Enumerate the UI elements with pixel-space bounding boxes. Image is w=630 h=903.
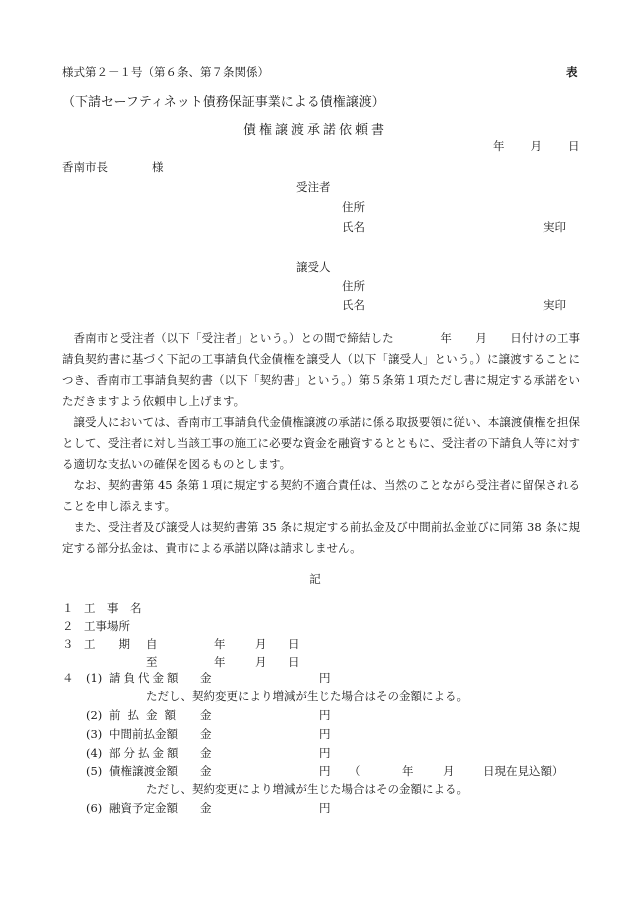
body-paragraph-2: 譲受人においては、香南市工事請負代金債権譲渡の承諾に係る取扱要領に従い、本譲渡債権を担保として、受注者に対し当該工事の施工に必要な資金を融資するとともに、受注者の下請負人等に対する適切な支払いの確保を図るものとします。 (62, 415, 580, 471)
amount-change-note: ただし、契約変更により増減が生じた場合はその金額による。 (146, 782, 468, 796)
sub-label: 前払金額 (109, 708, 183, 722)
side-label: 表 (566, 65, 578, 79)
contractor-seal: 実印 (543, 220, 566, 234)
asof-year: 年 (402, 764, 414, 778)
kin-label: 金 (200, 801, 212, 815)
kin-label: 金 (200, 708, 212, 722)
date-month: 月 (530, 139, 542, 153)
amount-change-note: ただし、契約変更により増減が生じた場合はその金額による。 (146, 689, 468, 703)
asof-day-text: 日現在見込額） (483, 764, 564, 778)
item-number: ４ (62, 671, 74, 685)
date-line (493, 141, 580, 153)
sub-number: (3) (86, 727, 103, 741)
request-body (62, 328, 580, 559)
item-label: 工 事 名 (84, 601, 142, 615)
document-subtitle: （下請セーフティネット債務保証事業による債権譲渡） (62, 95, 385, 110)
body-paragraph-4: また、受注者及び譲受人は契約書第 35 条に規定する前払金及び中間前払金並びに同第 38 条に規定する部分払金は、貴市による承諾以降は請求しません。 (62, 520, 580, 555)
en-label: 円 (319, 764, 331, 778)
en-label: 円 (319, 727, 331, 741)
contractor-label: 受注者 (296, 180, 331, 194)
ki-heading: 記 (309, 572, 321, 586)
body-paragraph-1: 香南市と受注者（以下「受注者」という。）との間で締結した 年 月 日付けの工事請負契約書に基づく下記の工事請負代金債権を譲受人（以下「譲受人」という。）に譲渡することにつき、香南市工事請負契約書（以下「契約書」という。）第５条第１項ただし書に規定する承諾をいただきますよう依頼申し上げます。 (62, 331, 580, 408)
en-label: 円 (319, 671, 331, 685)
kin-label: 金 (200, 727, 212, 741)
sub-number: (6) (86, 801, 103, 815)
period-year: 年 (214, 655, 226, 669)
sub-label: 請負代金額 (109, 671, 182, 685)
period-day: 日 (288, 637, 300, 651)
assignee-label: 譲受人 (296, 260, 331, 274)
asof-paren-open: （ (349, 764, 361, 778)
document-title: 債権譲渡承諾依頼書 (242, 123, 387, 138)
item-number: １ (62, 601, 74, 615)
date-year: 年 (493, 139, 505, 153)
period-year: 年 (214, 637, 226, 651)
sub-label: 債権譲渡金額 (109, 764, 178, 778)
kin-label: 金 (200, 671, 212, 685)
item-label: 工 期 (84, 637, 130, 651)
period-day: 日 (288, 655, 300, 669)
item-label: 工事場所 (84, 619, 130, 633)
sub-label: 融資予定金額 (109, 801, 178, 815)
sub-number: (5) (86, 764, 103, 778)
sub-number: (1) (86, 671, 103, 685)
sub-number: (2) (86, 708, 103, 722)
kin-label: 金 (200, 764, 212, 778)
assignee-name-label: 氏名 (342, 298, 365, 312)
period-from-label: 自 (146, 637, 158, 651)
contractor-name-label: 氏名 (342, 220, 365, 234)
contractor-address-label: 住所 (342, 200, 365, 214)
addressee-honorific: 様 (152, 160, 164, 174)
en-label: 円 (319, 708, 331, 722)
period-to-label: 至 (146, 655, 158, 669)
item-number: ３ (62, 637, 74, 651)
addressee-name: 香南市長 (62, 160, 108, 174)
sub-number: (4) (86, 746, 103, 760)
kin-label: 金 (200, 746, 212, 760)
addressee (62, 162, 164, 174)
item-number: ２ (62, 619, 74, 633)
sub-label: 部分払金額 (109, 746, 182, 760)
date-day: 日 (568, 139, 580, 153)
en-label: 円 (319, 746, 331, 760)
form-number: 様式第２－１号（第６条、第７条関係） (62, 65, 269, 79)
asof-month: 月 (443, 764, 455, 778)
assignee-seal: 実印 (543, 298, 566, 312)
period-month: 月 (255, 655, 267, 669)
assignee-address-label: 住所 (342, 279, 365, 293)
period-month: 月 (255, 637, 267, 651)
en-label: 円 (319, 801, 331, 815)
body-paragraph-3: なお、契約書第 45 条第１項に規定する契約不適合責任は、当然のことながら受注者に留保されることを申し添えます。 (62, 478, 580, 513)
sub-label: 中間前払金額 (109, 727, 178, 741)
